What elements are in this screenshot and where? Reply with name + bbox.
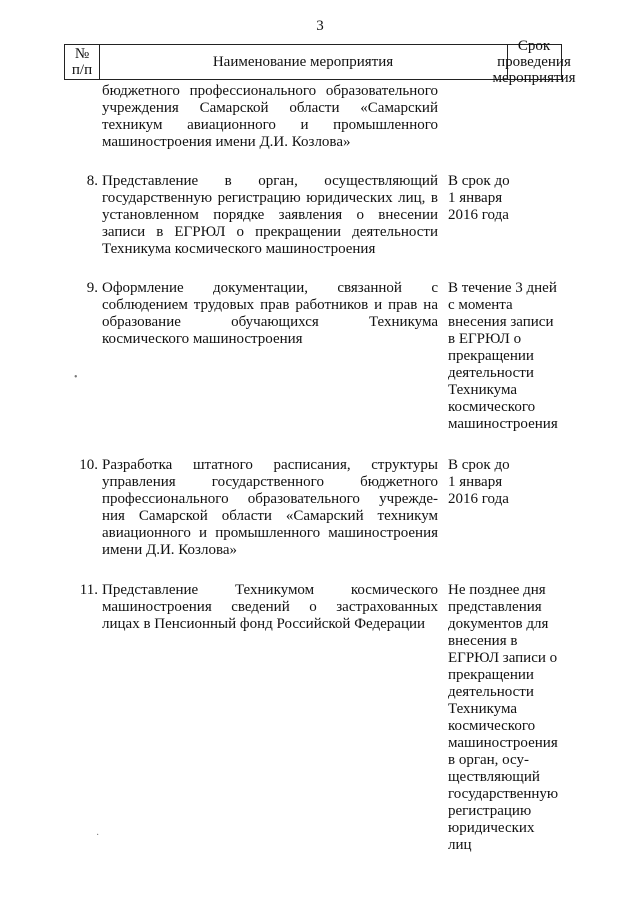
row-11-number: 11.: [79, 582, 98, 598]
row-9-text: Оформление документации, связанной с соблюдением трудовых прав работников и прав на образование обучающихся Техникума космического машиностроения: [102, 280, 438, 347]
row-10-number: 10.: [79, 457, 98, 473]
page-number: 3: [316, 18, 324, 34]
row-8-number: 8.: [86, 173, 98, 189]
row-11-term: Не позднее дня представления документов для внесения в ЕГРЮЛ записи о прекращении деятельности Техникума космического машиностроения в орган, осу- ществляющий государственную регистрацию юридических лиц: [448, 582, 559, 853]
continuation-text: бюджетного профессионального образовательного учреждения Самарской области «Самарский техникум авиационного и промышленного машиностроения имени Д.И. Козлова»: [102, 83, 438, 150]
header-term-column: Срок проведения мероприятия: [492, 38, 576, 86]
row-8-text: Представление в орган, осуществляющий государственную регистрацию юридических лиц, в установленном порядке заявления о внесении записи в ЕГРЮЛ о прекращении деятельности Техникума космического машиностроения: [102, 173, 438, 257]
table-header: [64, 38, 576, 86]
row-9-term: В течение 3 дней с момента внесения записи в ЕГРЮЛ о прекращении деятельности Техникума космического машиностроения: [448, 280, 558, 432]
scan-speck: •: [74, 372, 78, 383]
scan-speck: ·: [96, 830, 100, 841]
row-10-term: В срок до 1 января 2016 года: [448, 457, 510, 507]
header-number-column: № п/п: [65, 45, 100, 79]
row-8-term: В срок до 1 января 2016 года: [448, 173, 510, 223]
header-name-column: Наименование мероприятия: [99, 45, 508, 79]
row-9-number: 9.: [86, 280, 98, 296]
row-10-text: Разработка штатного расписания, структуры управления государственного бюджетного профессионального образовательного учрежде- ния Самарской области «Самарский техникум авиационного и промышленного машиностроения имени Д.И. Козлова»: [102, 457, 438, 558]
row-11-text: Представление Техникумом космического машиностроения сведений о застрахованных лицах в Пенсионный фонд Российской Федерации: [102, 582, 438, 632]
